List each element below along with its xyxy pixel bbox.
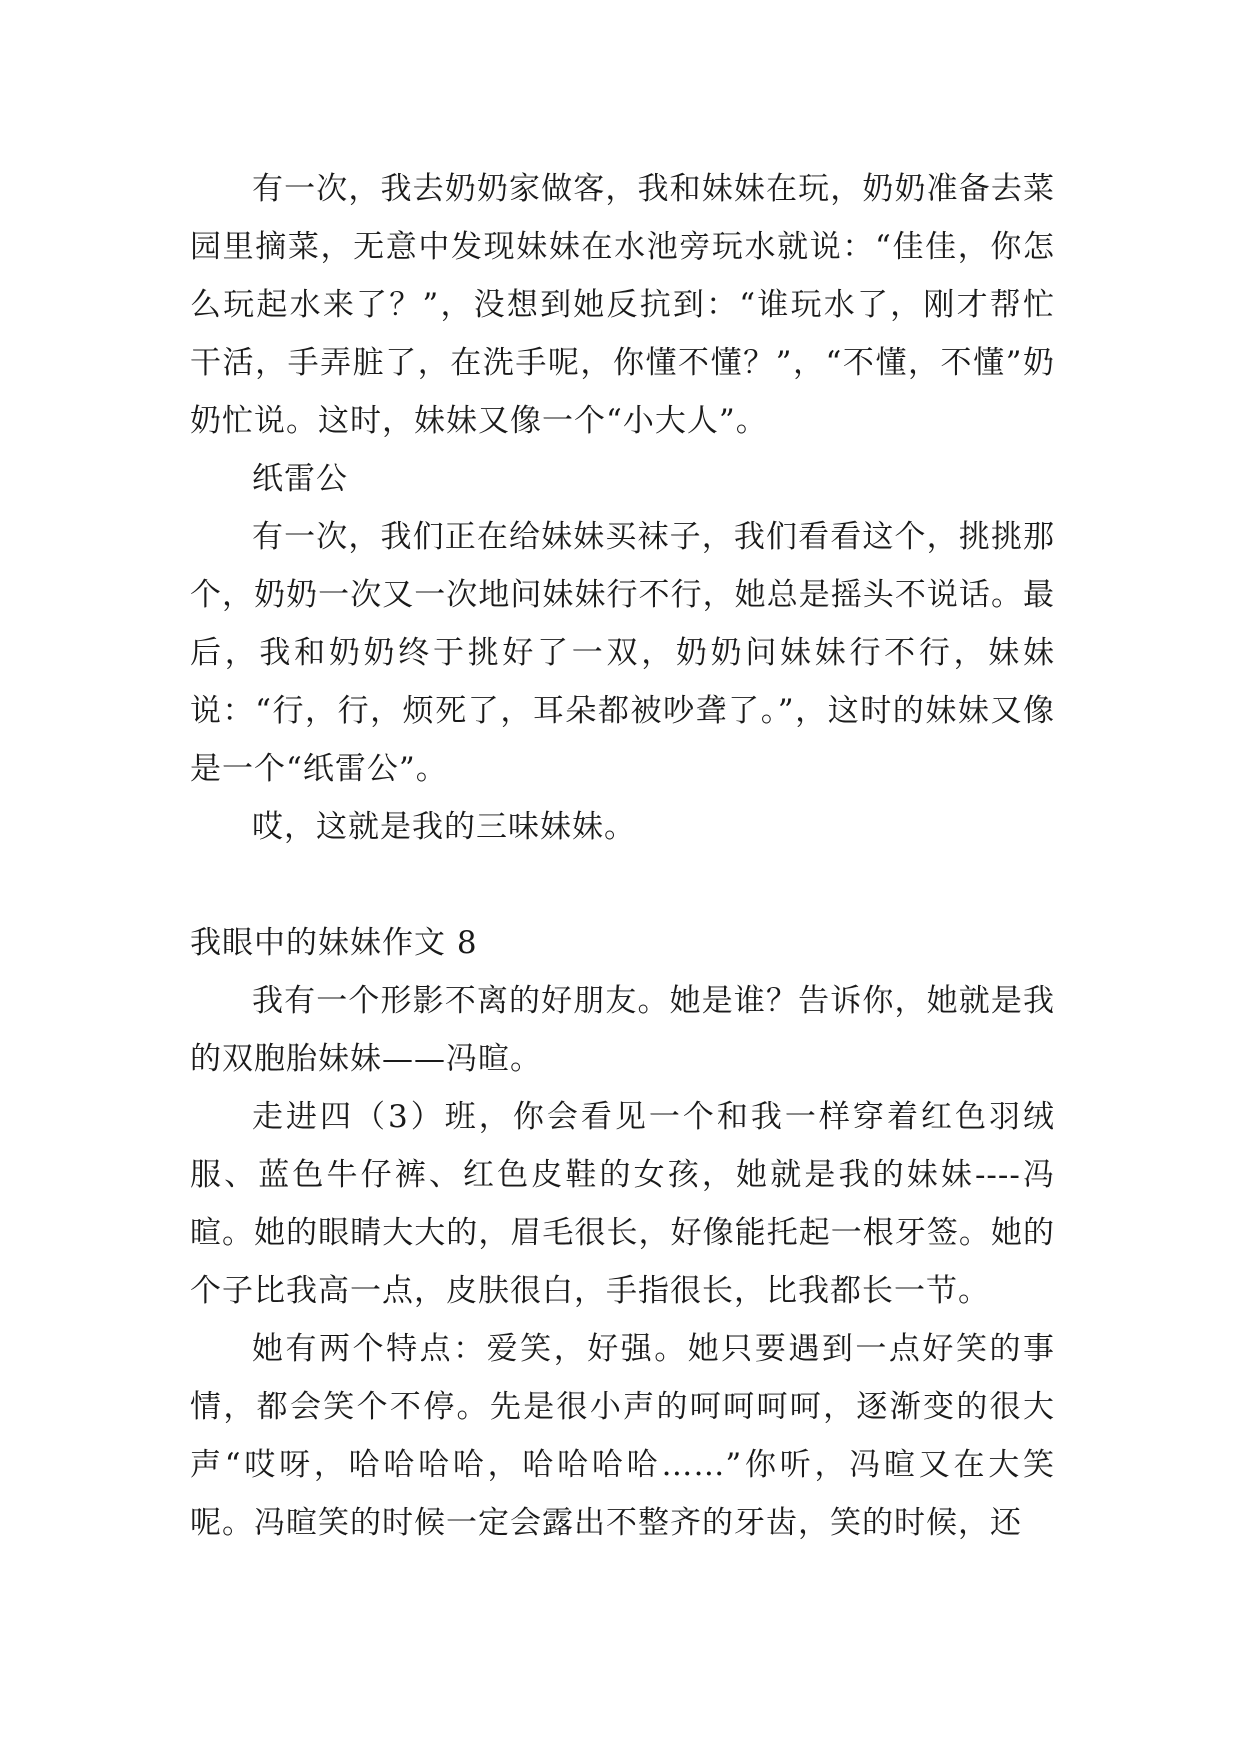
paragraph-appearance: 走进四（3）班，你会看见一个和我一样穿着红色羽绒服、蓝色牛仔裤、红色皮鞋的女孩，她就是我的妹妹----冯暄。她的眼睛大大的，眉毛很长，好像能托起一根牙签。她的个子比我高一点，皮肤很白，手指很长，比我都长一节。 xyxy=(190,1099,1055,1309)
section-gap xyxy=(190,856,1055,914)
subheading-paper-thunder: 纸雷公 xyxy=(252,461,348,497)
paragraph-grandma-vegetable-garden: 有一次，我去奶奶家做客，我和妹妹在玩，奶奶准备去菜园里摘菜，无意中发现妹妹在水池旁玩水就说：“佳佳，你怎么玩起水来了？”，没想到她反抗到：“谁玩水了，刚才帮忙干活，手弄脏了，在洗手呢，你懂不懂？”，“不懂，不懂”奶奶忙说。这时，妹妹又像一个“小大人”。 xyxy=(190,171,1055,439)
document-page xyxy=(190,160,1055,1552)
section-title: 我眼中的妹妹作文 8 xyxy=(190,925,478,961)
paragraph-twin-sister: 我有一个形影不离的好朋友。她是谁？告诉你，她就是我的双胞胎妹妹——冯暄。 xyxy=(190,983,1055,1077)
paragraph-conclusion: 哎，这就是我的三味妹妹。 xyxy=(252,809,636,845)
paragraph-buying-socks: 有一次，我们正在给妹妹买袜子，我们看看这个，挑挑那个，奶奶一次又一次地问妹妹行不行，她总是摇头不说话。最后，我和奶奶终于挑好了一双，奶奶问妹妹行不行，妹妹说：“行，行，烦死了，耳朵都被吵聋了。”，这时的妹妹又像是一个“纸雷公”。 xyxy=(190,519,1055,787)
paragraph-traits: 她有两个特点：爱笑，好强。她只要遇到一点好笑的事情，都会笑个不停。先是很小声的呵呵呵呵，逐渐变的很大声“哎呀，哈哈哈哈，哈哈哈哈……”你听，冯暄又在大笑呢。冯暄笑的时候一定会露出不整齐的牙齿，笑的时候，还 xyxy=(190,1331,1055,1541)
